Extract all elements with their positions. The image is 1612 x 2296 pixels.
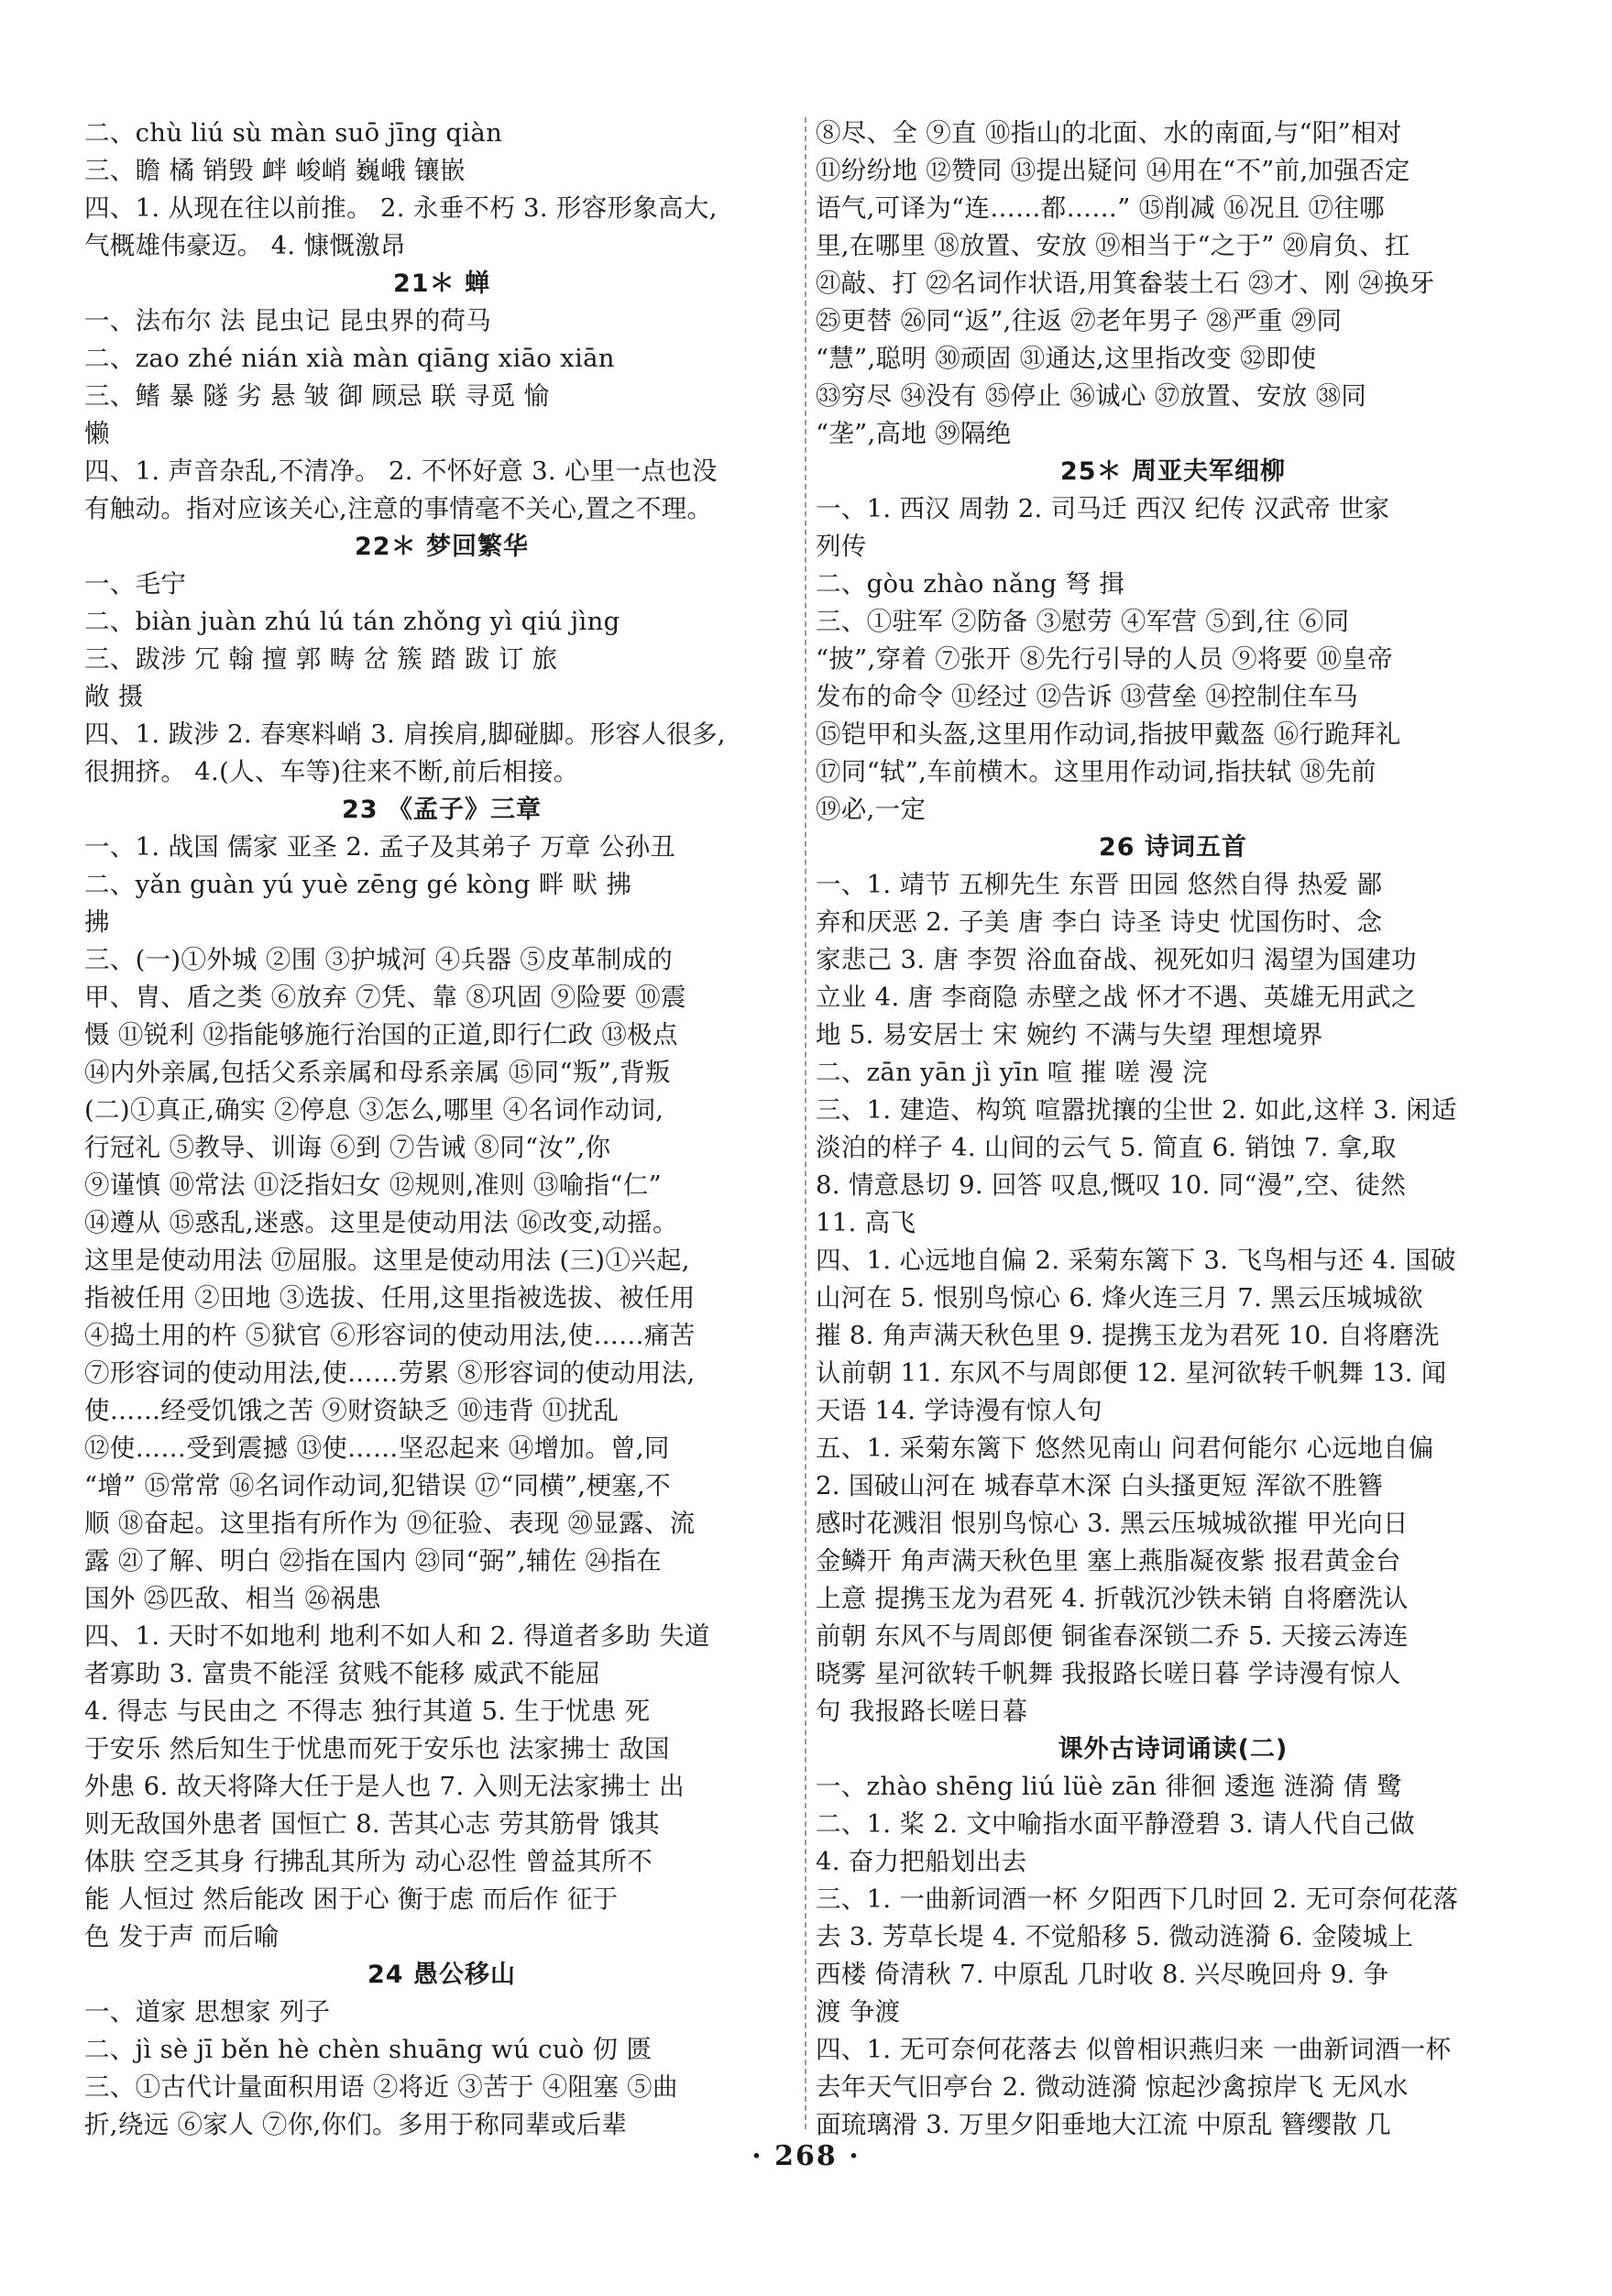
- answer-line: 二、gòu zhào nǎng 弩 揖: [816, 569, 1125, 599]
- answer-line: 很拥挤。 4.(人、车等)往来不断,前后相接。: [84, 757, 579, 786]
- answer-line: ⑧尽、全 ⑨直 ⑩指山的北面、水的南面,与“阳”相对: [816, 118, 1402, 148]
- answer-line: 三、①古代计量面积用语 ②将近 ③苦于 ④阻塞 ⑤曲: [84, 2072, 678, 2102]
- answer-line: ⑭遵从 ⑮惑乱,迷惑。这里是使动用法 ⑯改变,动摇。: [84, 1208, 678, 1237]
- answer-line: ④捣土用的杵 ⑤狱官 ⑥形容词的使动用法,使……痛苦: [84, 1321, 696, 1350]
- answer-line: 家悲己 3. 唐 李贺 浴血奋战、视死如归 渴望为国建功: [816, 945, 1417, 974]
- answer-line: 露 ㉑了解、明白 ㉒指在国内 ㉓同“弼”,辅佐 ㉔指在: [84, 1546, 662, 1576]
- section-title: 21＊ 蝉: [393, 269, 490, 298]
- answer-line: 4. 奋力把船划出去: [816, 1847, 1027, 1876]
- answer-line: 列传: [816, 532, 867, 561]
- answer-line: ⑪纷纷地 ⑫赞同 ⑬提出疑问 ⑭用在“不”前,加强否定: [816, 156, 1410, 185]
- answer-line: (二)①真正,确实 ②停息 ③怎么,哪里 ④名词作动词,: [84, 1095, 664, 1125]
- answer-line: 弃和厌恶 2. 子美 唐 李白 诗圣 诗史 忧国伤时、念: [816, 907, 1383, 937]
- answer-line: 顺 ⑱奋起。这里指有所作为 ⑲征验、表现 ⑳显露、流: [84, 1509, 696, 1538]
- answer-line: 甲、胄、盾之类 ⑥放弃 ⑦凭、靠 ⑧巩固 ⑨险要 ⑩震: [84, 983, 686, 1012]
- answer-line: 这里是使动用法 ⑰屈服。这里是使动用法 (三)①兴起,: [84, 1246, 690, 1275]
- answer-line: 三、1. 一曲新词酒一杯 夕阳西下几时回 2. 无可奈何花落: [816, 1884, 1459, 1914]
- answer-line: 懒: [84, 419, 110, 448]
- answer-line: 淡泊的样子 4. 山间的云气 5. 简直 6. 销蚀 7. 拿,取: [816, 1133, 1397, 1162]
- answer-line: 2. 国破山河在 城春草木深 白头搔更短 浑欲不胜簪: [816, 1471, 1384, 1500]
- page-number: · 268 ·: [751, 2140, 861, 2172]
- answer-line: 一、道家 思想家 列子: [84, 1997, 331, 2027]
- column-divider: [805, 117, 806, 2129]
- answer-line: 二、chù liú sù màn suō jīng qiàn: [84, 118, 503, 148]
- answer-line: 一、1. 靖节 五柳先生 东晋 田园 悠然自得 热爱 鄙: [816, 870, 1383, 899]
- answer-line: 发布的命令 ⑪经过 ⑫告诉 ⑬营垒 ⑭控制住车马: [816, 682, 1359, 711]
- answer-line: 二、zān yān jì yīn 喧 摧 嗟 漫 浣: [816, 1058, 1208, 1087]
- answer-line: 四、1. 心远地自偏 2. 采菊东篱下 3. 飞鸟相与还 4. 国破: [816, 1246, 1456, 1275]
- answer-line: 五、1. 采菊东篱下 悠然见南山 问君何能尔 心远地自偏: [816, 1434, 1434, 1463]
- answer-line: 指被任用 ②田地 ③选拔、任用,这里指被选拔、被任用: [84, 1283, 696, 1313]
- answer-line: 体肤 空乏其身 行拂乱其所为 动心忍性 曾益其所不: [84, 1847, 652, 1876]
- answer-line: 四、1. 无可奈何花落去 似曾相识燕归来 一曲新词酒一杯: [816, 2035, 1452, 2064]
- answer-line: 上意 提携玉龙为君死 4. 折戟沉沙铁未销 自将磨洗认: [816, 1584, 1409, 1613]
- left-answer-column: [84, 115, 799, 2144]
- answer-line: “增” ⑮常常 ⑯名词作动词,犯错误 ⑰“同横”,梗塞,不: [84, 1471, 671, 1500]
- answer-line: ⑨谨慎 ⑩常法 ⑪泛指妇女 ⑫规则,准则 ⑬喻指“仁”: [84, 1170, 662, 1200]
- answer-line: 四、1. 跋涉 2. 春寒料峭 3. 肩挨肩,脚碰脚。形容人很多,: [84, 720, 726, 749]
- answer-line: 四、1. 天时不如地利 地利不如人和 2. 得道者多助 失道: [84, 1621, 710, 1651]
- answer-line: 前朝 东风不与周郎便 铜雀春深锁二乔 5. 天接云涛连: [816, 1621, 1409, 1651]
- section-title: 25＊ 周亚夫军细柳: [1060, 457, 1286, 486]
- answer-line: 4. 得志 与民由之 不得志 独行其道 5. 生于忧患 死: [84, 1697, 651, 1726]
- answer-line: 色 发于声 而后喻: [84, 1922, 280, 1951]
- section-title: 23 《孟子》三章: [342, 796, 542, 824]
- answer-line: 地 5. 易安居士 宋 婉约 不满与失望 理想境界: [816, 1020, 1323, 1049]
- answer-line: ⑰同“轼”,车前横木。这里用作动词,指扶轼 ⑱先前: [816, 757, 1376, 786]
- answer-line: 二、1. 桨 2. 文中喻指水面平静澄碧 3. 请人代自己做: [816, 1809, 1415, 1839]
- answer-line: 去 3. 芳草长堤 4. 不觉船移 5. 微动涟漪 6. 金陵城上: [816, 1922, 1414, 1951]
- answer-line: 二、jì sè jī běn hè chèn shuāng wú cuò 仞 匮: [84, 2035, 652, 2064]
- answer-line: ⑲必,一定: [816, 795, 927, 824]
- answer-line: “披”,穿着 ⑦张开 ⑧先行引导的人员 ⑨将要 ⑩皇帝: [816, 644, 1393, 674]
- answer-line: 行冠礼 ⑤教导、训诲 ⑥到 ⑦告诫 ⑧同“汝”,你: [84, 1133, 611, 1162]
- answer-line: 能 人恒过 然后能改 困于心 衡于虑 而后作 征于: [84, 1884, 619, 1914]
- answer-line: 拂: [84, 907, 110, 937]
- answer-line: 一、法布尔 法 昆虫记 昆虫界的荷马: [84, 306, 492, 335]
- answer-line: 者寡助 3. 富贵不能淫 贫贱不能移 威武不能屈: [84, 1659, 601, 1688]
- answer-line: 有触动。指对应该关心,注意的事情毫不关心,置之不理。: [84, 494, 713, 523]
- answer-line: 三、(一)①外城 ②围 ③护城河 ④兵器 ⑤皮革制成的: [84, 945, 674, 974]
- section-title: 课外古诗词诵读(二): [1058, 1735, 1289, 1763]
- answer-line: 一、1. 西汉 周勃 2. 司马迁 西汉 纪传 汉武帝 世家: [816, 494, 1390, 523]
- answer-line: 去年天气旧亭台 2. 微动涟漪 惊起沙禽掠岸飞 无风水: [816, 2072, 1409, 2102]
- answer-line: 西楼 倚清秋 7. 中原乱 几时收 8. 兴尽晚回舟 9. 争: [816, 1960, 1389, 1989]
- answer-line: 面琉璃滑 3. 万里夕阳垂地大江流 中原乱 簪缨散 几: [816, 2110, 1392, 2139]
- section-title: 24 愚公移山: [367, 1961, 516, 1989]
- answer-line: 金鳞开 角声满天秋色里 塞上燕脂凝夜紫 报君黄金台: [816, 1546, 1401, 1576]
- answer-line: 认前朝 11. 东风不与周郎便 12. 星河欲转千帆舞 13. 闻: [816, 1358, 1447, 1388]
- answer-line: ㉕更替 ㉖同“返”,往返 ㉗老年男子 ㉘严重 ㉙同: [816, 306, 1343, 335]
- answer-line: 8. 情意恳切 9. 回答 叹息,慨叹 10. 同“漫”,空、徒然: [816, 1170, 1407, 1200]
- answer-line: 二、zao zhé nián xià màn qiāng xiāo xiān: [84, 344, 615, 373]
- right-answer-column: [816, 115, 1530, 2144]
- answer-line: 山河在 5. 恨别鸟惊心 6. 烽火连三月 7. 黑云压城城欲: [816, 1283, 1423, 1313]
- section-title: 26 诗词五首: [1099, 833, 1247, 862]
- answer-line: 里,在哪里 ⑱放置、安放 ⑲相当于“之于” ⑳肩负、扛: [816, 231, 1410, 260]
- answer-line: ㉝穷尽 ㉞没有 ㉟停止 ㊱诚心 ㊲放置、安放 ㊳同: [816, 381, 1367, 411]
- answer-line: 四、1. 从现在往以前推。 2. 永垂不朽 3. 形容形象高大,: [84, 193, 718, 223]
- section-title: 22＊ 梦回繁华: [355, 533, 529, 561]
- answer-line: 慑 ⑪锐利 ⑫指能够施行治国的正道,即行仁政 ⑬极点: [84, 1020, 678, 1049]
- answer-line: ⑦形容词的使动用法,使……劳累 ⑧形容词的使动用法,: [84, 1358, 696, 1388]
- answer-line: 气概雄伟豪迈。 4. 慷慨激昂: [84, 231, 406, 260]
- answer-line: ㉑敲、打 ㉒名词作状语,用箕畚装土石 ㉓才、刚 ㉔换牙: [816, 269, 1435, 298]
- answer-line: 一、1. 战国 儒家 亚圣 2. 孟子及其弟子 万章 公孙丑: [84, 832, 676, 862]
- answer-line: 二、yǎn guàn yú yuè zēng gé kòng 畔 畎 拂: [84, 870, 632, 899]
- answer-line: 三、跋涉 冗 翰 擅 郭 畴 岔 簇 踏 跋 订 旅: [84, 644, 558, 674]
- answer-line: 语气,可译为“连……都……” ⑮削减 ⑯况且 ⑰往哪: [816, 193, 1385, 223]
- answer-line: 使……经受饥饿之苦 ⑨财资缺乏 ⑩违背 ⑪扰乱: [84, 1396, 620, 1425]
- answer-line: 外患 6. 故天将降大任于是人也 7. 入则无法家拂士 出: [84, 1772, 685, 1801]
- answer-line: “垄”,高地 ㊴隔绝: [816, 419, 1012, 448]
- answer-line: 天语 14. 学诗漫有惊人句: [816, 1396, 1102, 1425]
- answer-line: ⑮铠甲和头盔,这里用作动词,指披甲戴盔 ⑯行跪拜礼: [816, 720, 1401, 749]
- answer-line: 11. 高飞: [816, 1208, 916, 1237]
- answer-line: 折,绕远 ⑥家人 ⑦你,你们。多用于称同辈或后辈: [84, 2110, 628, 2139]
- answer-line: 国外 ㉕匹敌、相当 ㉖祸患: [84, 1584, 381, 1613]
- answer-line: 一、毛宁: [84, 569, 187, 599]
- answer-line: 三、瞻 橘 销毁 衅 峻峭 巍峨 镶嵌: [84, 156, 466, 185]
- answer-line: 句 我报路长嗟日暮: [816, 1697, 1028, 1726]
- answer-line: 于安乐 然后知生于忧患而死于安乐也 法家拂士 敌国: [84, 1734, 670, 1763]
- answer-line: 四、1. 声音杂乱,不清净。 2. 不怀好意 3. 心里一点也没: [84, 456, 718, 486]
- answer-line: 二、biàn juàn zhú lú tán zhǒng yì qiú jìng: [84, 607, 620, 636]
- answer-line: 立业 4. 唐 李商隐 赤壁之战 怀才不遇、英雄无用武之: [816, 983, 1417, 1012]
- answer-line: 敞 摄: [84, 682, 144, 711]
- answer-line: 晓雾 星河欲转千帆舞 我报路长嗟日暮 学诗漫有惊人: [816, 1659, 1401, 1688]
- answer-line: “慧”,聪明 ㉚顽固 ㉛通达,这里指改变 ㉜即使: [816, 344, 1317, 373]
- answer-line: 摧 8. 角声满天秋色里 9. 提携玉龙为君死 10. 自将磨洗: [816, 1321, 1440, 1350]
- answer-line: ⑭内外亲属,包括父系亲属和母系亲属 ⑮同“叛”,背叛: [84, 1058, 671, 1087]
- answer-line: 三、1. 建造、构筑 喧嚣扰攘的尘世 2. 如此,这样 3. 闲适: [816, 1095, 1457, 1125]
- answer-line: 感时花溅泪 恨别鸟惊心 3. 黑云压城城欲摧 甲光向日: [816, 1509, 1409, 1538]
- answer-line: 则无敌国外患者 国恒亡 8. 苦其心志 劳其筋骨 饿其: [84, 1809, 661, 1839]
- answer-line: ⑫使……受到震撼 ⑬使……坚忍起来 ⑭增加。曾,同: [84, 1434, 670, 1463]
- answer-line: 渡 争渡: [816, 1997, 901, 2027]
- answer-line: 三、①驻军 ②防备 ③慰劳 ④军营 ⑤到,往 ⑥同: [816, 607, 1350, 636]
- answer-line: 三、鳍 暴 隧 劣 悬 皱 御 顾忌 联 寻觅 愉: [84, 381, 550, 411]
- answer-line: 一、zhào shēng liú lüè zān 徘徊 逶迤 涟漪 倩 鹭: [816, 1772, 1403, 1801]
